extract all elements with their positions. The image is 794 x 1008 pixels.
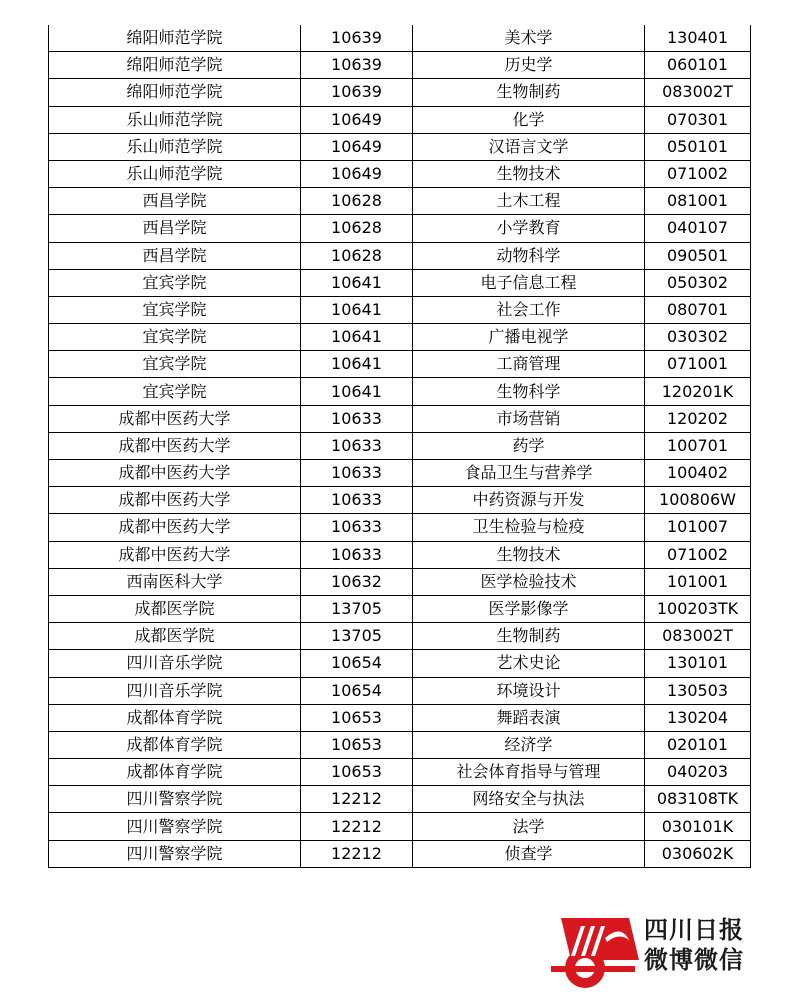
major-code-cell: 130204 [645, 704, 751, 731]
major-name-cell: 生物技术 [413, 160, 645, 187]
school-name-cell: 四川警察学院 [49, 813, 301, 840]
table-row [49, 541, 751, 568]
major-code-cell: 071002 [645, 160, 751, 187]
school-name-cell: 成都中医药大学 [49, 487, 301, 514]
major-name-cell: 医学影像学 [413, 595, 645, 622]
school-name-cell: 乐山师范学院 [49, 160, 301, 187]
major-name-cell: 动物科学 [413, 242, 645, 269]
major-code-cell: 020101 [645, 731, 751, 758]
major-code-cell: 083108TK [645, 786, 751, 813]
major-name-cell: 法学 [413, 813, 645, 840]
table-row [49, 324, 751, 351]
school-name-cell: 宜宾学院 [49, 296, 301, 323]
school-code-cell: 10641 [301, 296, 413, 323]
major-name-cell: 艺术史论 [413, 650, 645, 677]
sichuan-daily-logo [541, 910, 761, 990]
major-code-cell: 130401 [645, 25, 751, 52]
table-row [49, 378, 751, 405]
school-code-cell: 10633 [301, 460, 413, 487]
logo-line-1: 四川日报 [644, 916, 744, 944]
school-name-cell: 成都中医药大学 [49, 405, 301, 432]
school-name-cell: 西南医科大学 [49, 568, 301, 595]
major-name-cell: 广播电视学 [413, 324, 645, 351]
school-name-cell: 四川音乐学院 [49, 650, 301, 677]
school-name-cell: 绵阳师范学院 [49, 25, 301, 52]
major-code-cell: 100701 [645, 432, 751, 459]
major-code-cell: 071002 [645, 541, 751, 568]
table-row [49, 215, 751, 242]
table-row [49, 242, 751, 269]
major-code-cell: 040203 [645, 759, 751, 786]
major-code-cell: 120201K [645, 378, 751, 405]
school-code-cell: 10641 [301, 324, 413, 351]
table-row [49, 759, 751, 786]
school-code-cell: 13705 [301, 595, 413, 622]
major-code-cell: 070301 [645, 106, 751, 133]
major-name-cell: 生物技术 [413, 541, 645, 568]
table-row [49, 133, 751, 160]
school-code-cell: 13705 [301, 623, 413, 650]
school-code-cell: 10649 [301, 133, 413, 160]
table-row [49, 432, 751, 459]
major-name-cell: 医学检验技术 [413, 568, 645, 595]
major-code-cell: 100402 [645, 460, 751, 487]
school-code-cell: 10633 [301, 541, 413, 568]
major-name-cell: 工商管理 [413, 351, 645, 378]
school-name-cell: 四川音乐学院 [49, 677, 301, 704]
school-code-cell: 12212 [301, 786, 413, 813]
major-code-cell: 083002T [645, 623, 751, 650]
school-name-cell: 乐山师范学院 [49, 133, 301, 160]
table-row [49, 731, 751, 758]
school-name-cell: 成都体育学院 [49, 759, 301, 786]
majors-table [48, 25, 751, 868]
table-row [49, 487, 751, 514]
table-row [49, 704, 751, 731]
school-name-cell: 成都体育学院 [49, 731, 301, 758]
school-name-cell: 宜宾学院 [49, 378, 301, 405]
school-code-cell: 12212 [301, 813, 413, 840]
major-code-cell: 050302 [645, 269, 751, 296]
major-name-cell: 土木工程 [413, 188, 645, 215]
table-row [49, 677, 751, 704]
major-name-cell: 卫生检验与检疫 [413, 514, 645, 541]
sichuan-daily-emblem-icon [541, 910, 641, 990]
major-code-cell: 080701 [645, 296, 751, 323]
major-name-cell: 小学教育 [413, 215, 645, 242]
major-code-cell: 030101K [645, 813, 751, 840]
table-row [49, 786, 751, 813]
major-name-cell: 食品卫生与营养学 [413, 460, 645, 487]
table-row [49, 623, 751, 650]
school-code-cell: 10633 [301, 405, 413, 432]
major-name-cell: 汉语言文学 [413, 133, 645, 160]
table-row [49, 460, 751, 487]
school-code-cell: 10653 [301, 704, 413, 731]
major-name-cell: 经济学 [413, 731, 645, 758]
major-name-cell: 社会体育指导与管理 [413, 759, 645, 786]
major-code-cell: 090501 [645, 242, 751, 269]
table-row [49, 568, 751, 595]
school-name-cell: 西昌学院 [49, 215, 301, 242]
table-row [49, 106, 751, 133]
school-name-cell: 成都中医药大学 [49, 514, 301, 541]
school-name-cell: 成都中医药大学 [49, 460, 301, 487]
major-code-cell: 050101 [645, 133, 751, 160]
major-name-cell: 中药资源与开发 [413, 487, 645, 514]
school-name-cell: 西昌学院 [49, 242, 301, 269]
school-name-cell: 西昌学院 [49, 188, 301, 215]
school-name-cell: 乐山师范学院 [49, 106, 301, 133]
table-row [49, 160, 751, 187]
school-name-cell: 宜宾学院 [49, 324, 301, 351]
school-code-cell: 10641 [301, 378, 413, 405]
school-code-cell: 10632 [301, 568, 413, 595]
major-name-cell: 网络安全与执法 [413, 786, 645, 813]
major-code-cell: 130101 [645, 650, 751, 677]
school-name-cell: 成都医学院 [49, 595, 301, 622]
major-name-cell: 社会工作 [413, 296, 645, 323]
school-name-cell: 四川警察学院 [49, 840, 301, 867]
school-code-cell: 10654 [301, 677, 413, 704]
major-name-cell: 环境设计 [413, 677, 645, 704]
school-code-cell: 10639 [301, 79, 413, 106]
major-name-cell: 历史学 [413, 52, 645, 79]
major-name-cell: 生物科学 [413, 378, 645, 405]
table-row [49, 650, 751, 677]
school-name-cell: 绵阳师范学院 [49, 79, 301, 106]
major-name-cell: 电子信息工程 [413, 269, 645, 296]
major-code-cell: 071001 [645, 351, 751, 378]
major-code-cell: 120202 [645, 405, 751, 432]
logo-line-2: 微博微信 [644, 946, 744, 974]
major-code-cell: 100806W [645, 487, 751, 514]
school-name-cell: 成都医学院 [49, 623, 301, 650]
table-row [49, 813, 751, 840]
school-code-cell: 10653 [301, 759, 413, 786]
major-name-cell: 侦查学 [413, 840, 645, 867]
school-code-cell: 10639 [301, 52, 413, 79]
major-code-cell: 060101 [645, 52, 751, 79]
school-code-cell: 10628 [301, 215, 413, 242]
major-code-cell: 083002T [645, 79, 751, 106]
majors-table-container [48, 25, 750, 868]
school-code-cell: 10654 [301, 650, 413, 677]
major-code-cell: 081001 [645, 188, 751, 215]
school-code-cell: 10649 [301, 160, 413, 187]
table-row [49, 25, 751, 52]
table-row [49, 351, 751, 378]
school-name-cell: 宜宾学院 [49, 351, 301, 378]
major-code-cell: 100203TK [645, 595, 751, 622]
school-code-cell: 10633 [301, 487, 413, 514]
major-name-cell: 生物制药 [413, 79, 645, 106]
major-name-cell: 化学 [413, 106, 645, 133]
school-code-cell: 10628 [301, 242, 413, 269]
table-row [49, 405, 751, 432]
table-row [49, 514, 751, 541]
major-code-cell: 030302 [645, 324, 751, 351]
table-row [49, 840, 751, 867]
school-code-cell: 10641 [301, 269, 413, 296]
school-name-cell: 成都中医药大学 [49, 432, 301, 459]
school-name-cell: 绵阳师范学院 [49, 52, 301, 79]
table-row [49, 269, 751, 296]
school-code-cell: 10639 [301, 25, 413, 52]
major-name-cell: 美术学 [413, 25, 645, 52]
major-name-cell: 舞蹈表演 [413, 704, 645, 731]
table-row [49, 188, 751, 215]
table-row [49, 296, 751, 323]
school-code-cell: 10633 [301, 514, 413, 541]
school-name-cell: 宜宾学院 [49, 269, 301, 296]
school-code-cell: 10649 [301, 106, 413, 133]
school-name-cell: 成都体育学院 [49, 704, 301, 731]
logo-text [644, 915, 744, 975]
school-code-cell: 10628 [301, 188, 413, 215]
school-code-cell: 10633 [301, 432, 413, 459]
major-code-cell: 040107 [645, 215, 751, 242]
table-row [49, 52, 751, 79]
table-body [49, 25, 751, 867]
major-code-cell: 101001 [645, 568, 751, 595]
major-name-cell: 市场营销 [413, 405, 645, 432]
school-code-cell: 10653 [301, 731, 413, 758]
school-code-cell: 12212 [301, 840, 413, 867]
major-code-cell: 130503 [645, 677, 751, 704]
major-name-cell: 生物制药 [413, 623, 645, 650]
school-code-cell: 10641 [301, 351, 413, 378]
school-name-cell: 四川警察学院 [49, 786, 301, 813]
major-code-cell: 101007 [645, 514, 751, 541]
school-name-cell: 成都中医药大学 [49, 541, 301, 568]
table-row [49, 79, 751, 106]
table-row [49, 595, 751, 622]
major-name-cell: 药学 [413, 432, 645, 459]
major-code-cell: 030602K [645, 840, 751, 867]
